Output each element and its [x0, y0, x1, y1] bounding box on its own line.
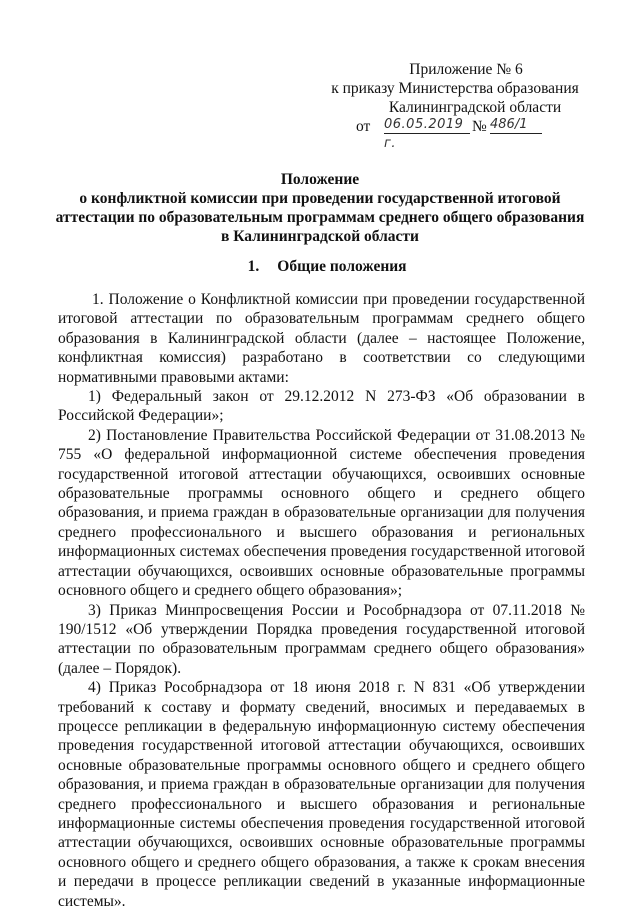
from-label: от: [356, 118, 371, 135]
section-number: 1.: [247, 258, 260, 275]
title-line-1: Положение: [280, 171, 360, 188]
number-label: №: [472, 118, 487, 135]
document-body: [58, 290, 585, 911]
list-item-1: 1) Федеральный закон от 29.12.2012 N 273-ФЗ «Об образовании в Российской Федерации»;: [58, 388, 585, 425]
order-date-number-row: [300, 117, 610, 151]
list-item-2: 2) Постановление Правительства Российской Федерации от 31.08.2013 № 755 «О федеральной информационной системе обеспечения проведения государственной итоговой аттестации обучающихся, освоивших основные образовательные программы основного общего и среднего общего образования, и приема граждан в образовательные организации для получения среднего профессионального и высшего образования и региональных информационных системах обеспечения проведения государственной итоговой аттестации обучающихся, освоивших основные образовательные программы основного общего и среднего общего образования»;: [58, 426, 585, 600]
document-title: [40, 170, 600, 246]
appendix-line-3: Калининградской области: [388, 99, 562, 116]
handwritten-date: 06.05.2019 г.: [384, 115, 470, 134]
list-item-4: 4) Приказ Рособрнадзора от 18 июня 2018 г. N 831 «Об утверждении требований к составу и формату сведений, вносимых и передаваемых в процессе репликации в федеральную информационную систему обеспечения проведения государственной итоговой аттестации обучающихся, освоивших основные образовательные программы основного общего и среднего общего образования, и приема граждан в образовательные организации для получения среднего профессионального и высшего образования и региональные информационные системы обеспечения проведения государственной итоговой аттестации обучающихся, освоивших основные образовательные программы основного общего и среднего общего образования, а также к срокам внесения и передачи в процессе репликации сведений в указанные информационные системы».: [58, 679, 585, 910]
appendix-line-2: к приказу Министерства образования: [331, 80, 579, 97]
title-line-4: в Калининградской области: [221, 228, 419, 245]
section-title: Общие положения: [277, 258, 407, 275]
section-heading: [40, 257, 600, 276]
appendix-line-1: Приложение № 6: [409, 61, 523, 78]
paragraph-1: 1. Положение о Конфликтной комиссии при проведении государственной итоговой аттестации по образовательным программам среднего общего образования в Калининградской области (далее – настоящее Положение, конфликтная комиссия) разработано в соответствии со следующими нормативными правовыми актами:: [58, 291, 585, 386]
handwritten-number: 486/1: [490, 115, 542, 134]
title-line-2: о конфликтной комиссии при проведении государственной итоговой: [79, 190, 561, 207]
title-line-3: аттестации по образовательным программам среднего общего образования: [55, 209, 585, 226]
list-item-3: 3) Приказ Минпросвещения России и Рособрнадзора от 07.11.2018 № 190/1512 «Об утверждении Порядка проведения государственной итоговой аттестации по образовательным программам среднего общего образования» (далее – Порядок).: [58, 601, 585, 677]
appendix-header: [300, 60, 610, 151]
